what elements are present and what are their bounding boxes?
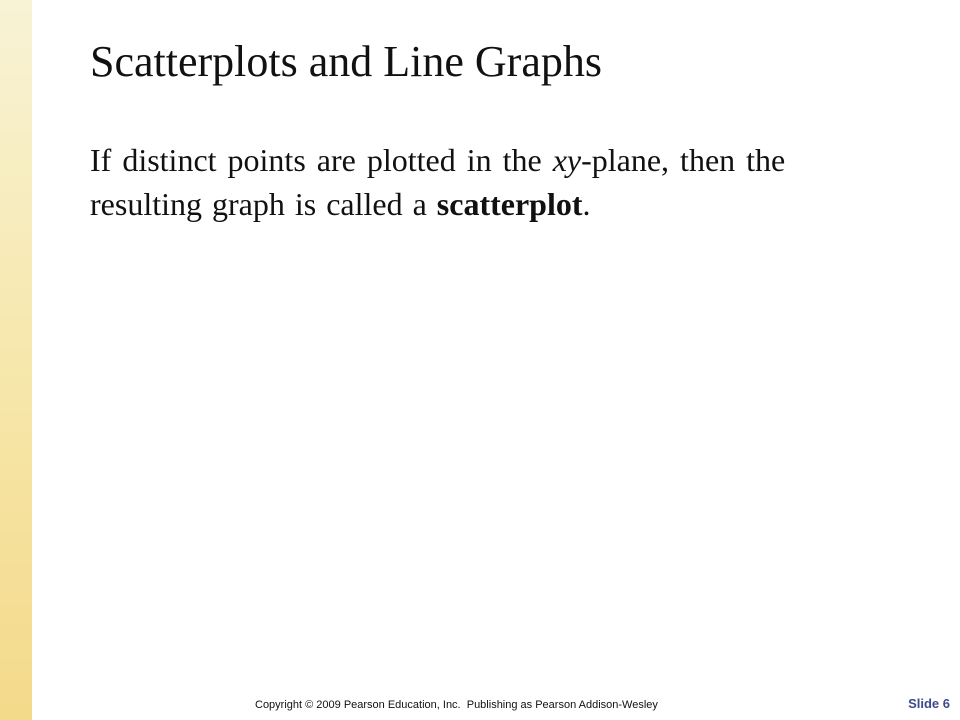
- body-text-segment: .: [582, 186, 591, 222]
- bold-term-scatterplot: scatterplot: [436, 186, 583, 222]
- body-line-1: [90, 138, 880, 182]
- body-text-segment: If distinct points are plotted in the: [90, 142, 553, 178]
- italic-term-xy: xy: [552, 142, 582, 178]
- footer-copyright: Copyright © 2009 Pearson Education, Inc. Publishing as Pearson Addison-Wesley: [255, 699, 658, 711]
- body-paragraph: [90, 138, 880, 226]
- body-text-segment: -plane, then the: [581, 142, 786, 178]
- body-text-segment: resulting graph is called a: [90, 186, 437, 222]
- slide-number: Slide 6: [908, 696, 950, 711]
- slide-title: Scatterplots and Line Graphs: [90, 37, 602, 86]
- decorative-side-bar: [0, 0, 32, 720]
- body-line-2: [90, 182, 880, 226]
